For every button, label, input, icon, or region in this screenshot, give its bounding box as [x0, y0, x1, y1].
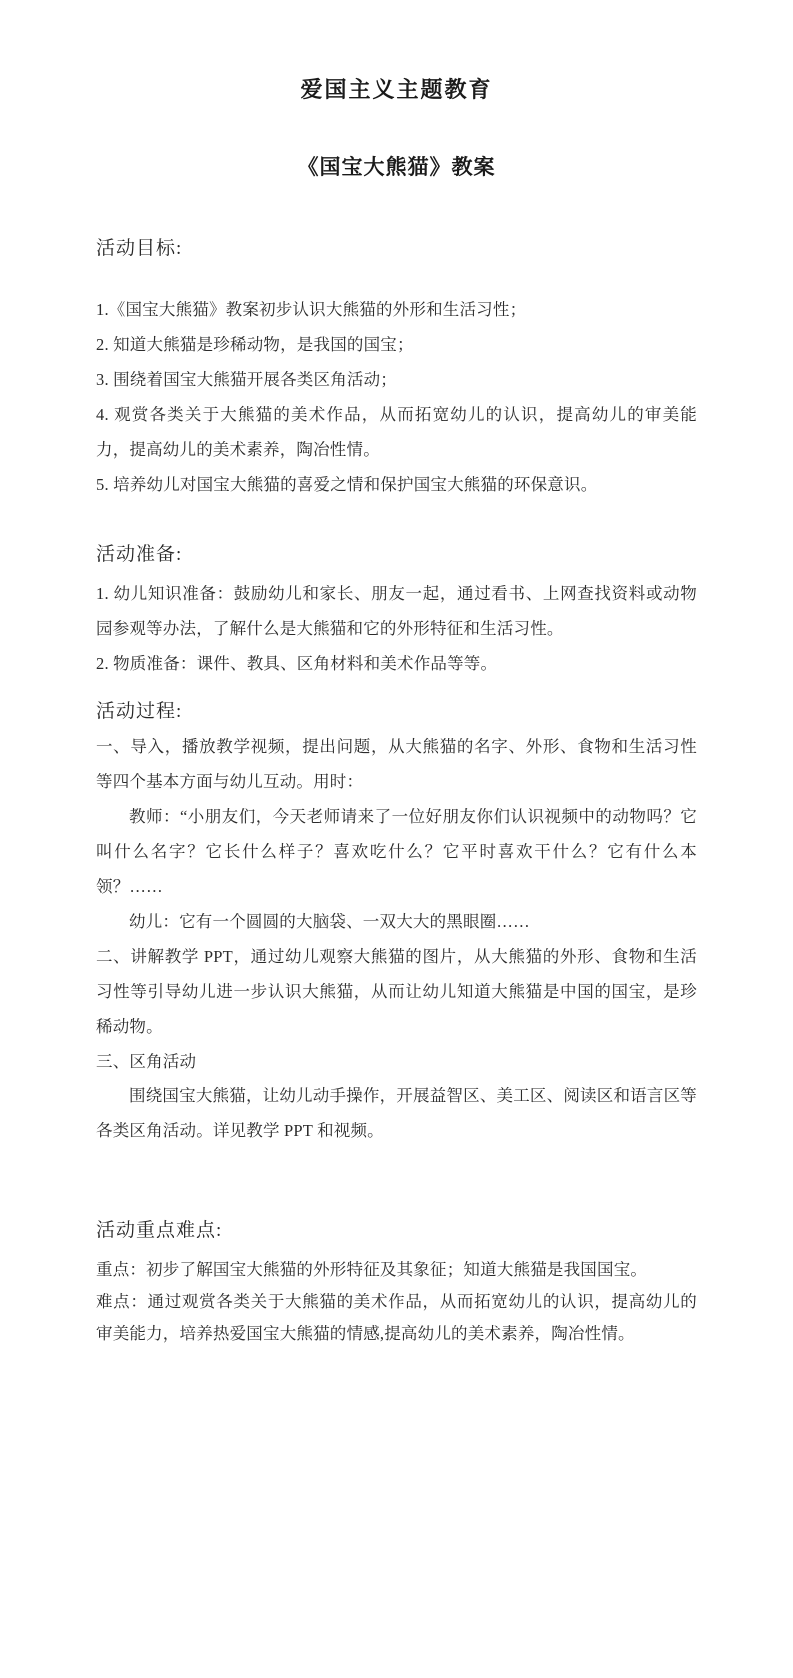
process-child-dialogue: 幼儿：它有一个圆圆的大脑袋、一双大大的黑眼圈…… — [129, 911, 530, 931]
objective-item-3: 3. 围绕着国宝大熊猫开展各类区角活动； — [96, 369, 397, 389]
key-point-focus: 重点：初步了解国宝大熊猫的外形特征及其象征；知道大熊猫是我国国宝。 — [96, 1259, 648, 1279]
process-step-one: 一、导入，播放教学视频，提出问题，从大熊猫的名字、外形、食物和生活习性等四个基本方面与幼儿互动。用时： — [96, 736, 697, 791]
objective-item-1: 1.《国宝大熊猫》教案初步认识大熊猫的外形和生活习性； — [96, 299, 527, 319]
section-heading-objectives: 活动目标: — [96, 237, 183, 259]
process-step-two: 二、讲解教学 PPT，通过幼儿观察大熊猫的图片，从大熊猫的外形、食物和生活习性等引导幼儿进一步认识大熊猫，从而让幼儿知道大熊猫是中国的国宝，是珍稀动物。 — [96, 946, 697, 1036]
preparation-item-2: 2. 物质准备：课件、教具、区角材料和美术作品等等。 — [96, 653, 498, 673]
process-step-three-heading: 三、区角活动 — [96, 1051, 197, 1071]
document-title: 爱国主义主题教育 — [300, 77, 493, 102]
section-heading-preparation: 活动准备: — [96, 543, 183, 565]
key-point-difficulty: 难点：通过观赏各类关于大熊猫的美术作品，从而拓宽幼儿的认识，提高幼儿的审美能力，培养热爱国宝大熊猫的情感,提高幼儿的美术素养，陶冶性情。 — [96, 1291, 697, 1343]
objective-item-4: 4. 观赏各类关于大熊猫的美术作品，从而拓宽幼儿的认识，提高幼儿的审美能力，提高幼儿的美术素养，陶冶性情。 — [96, 404, 697, 459]
process-teacher-dialogue: 教师：“小朋友们，今天老师请来了一位好朋友你们认识视频中的动物吗？它叫什么名字？它长什么样子？喜欢吃什么？它平时喜欢干什么？它有什么本领？…… — [96, 806, 697, 896]
section-heading-process: 活动过程: — [96, 700, 183, 722]
preparation-item-1: 1. 幼儿知识准备：鼓励幼儿和家长、朋友一起，通过看书、上网查找资料或动物园参观等办法，了解什么是大熊猫和它的外形特征和生活习性。 — [96, 583, 697, 638]
section-heading-key-points: 活动重点难点: — [96, 1220, 223, 1242]
spacer — [96, 267, 697, 293]
objective-item-2: 2. 知道大熊猫是珍稀动物，是我国的国宝； — [96, 334, 414, 354]
document-subtitle: 《国宝大熊猫》教案 — [297, 155, 496, 180]
process-step-three-body: 围绕国宝大熊猫，让幼儿动手操作，开展益智区、美工区、阅读区和语言区等各类区角活动。详见教学 PPT 和视频。 — [96, 1086, 697, 1141]
objective-item-5: 5. 培养幼儿对国宝大熊猫的喜爱之情和保护国宝大熊猫的环保意识。 — [96, 474, 598, 494]
